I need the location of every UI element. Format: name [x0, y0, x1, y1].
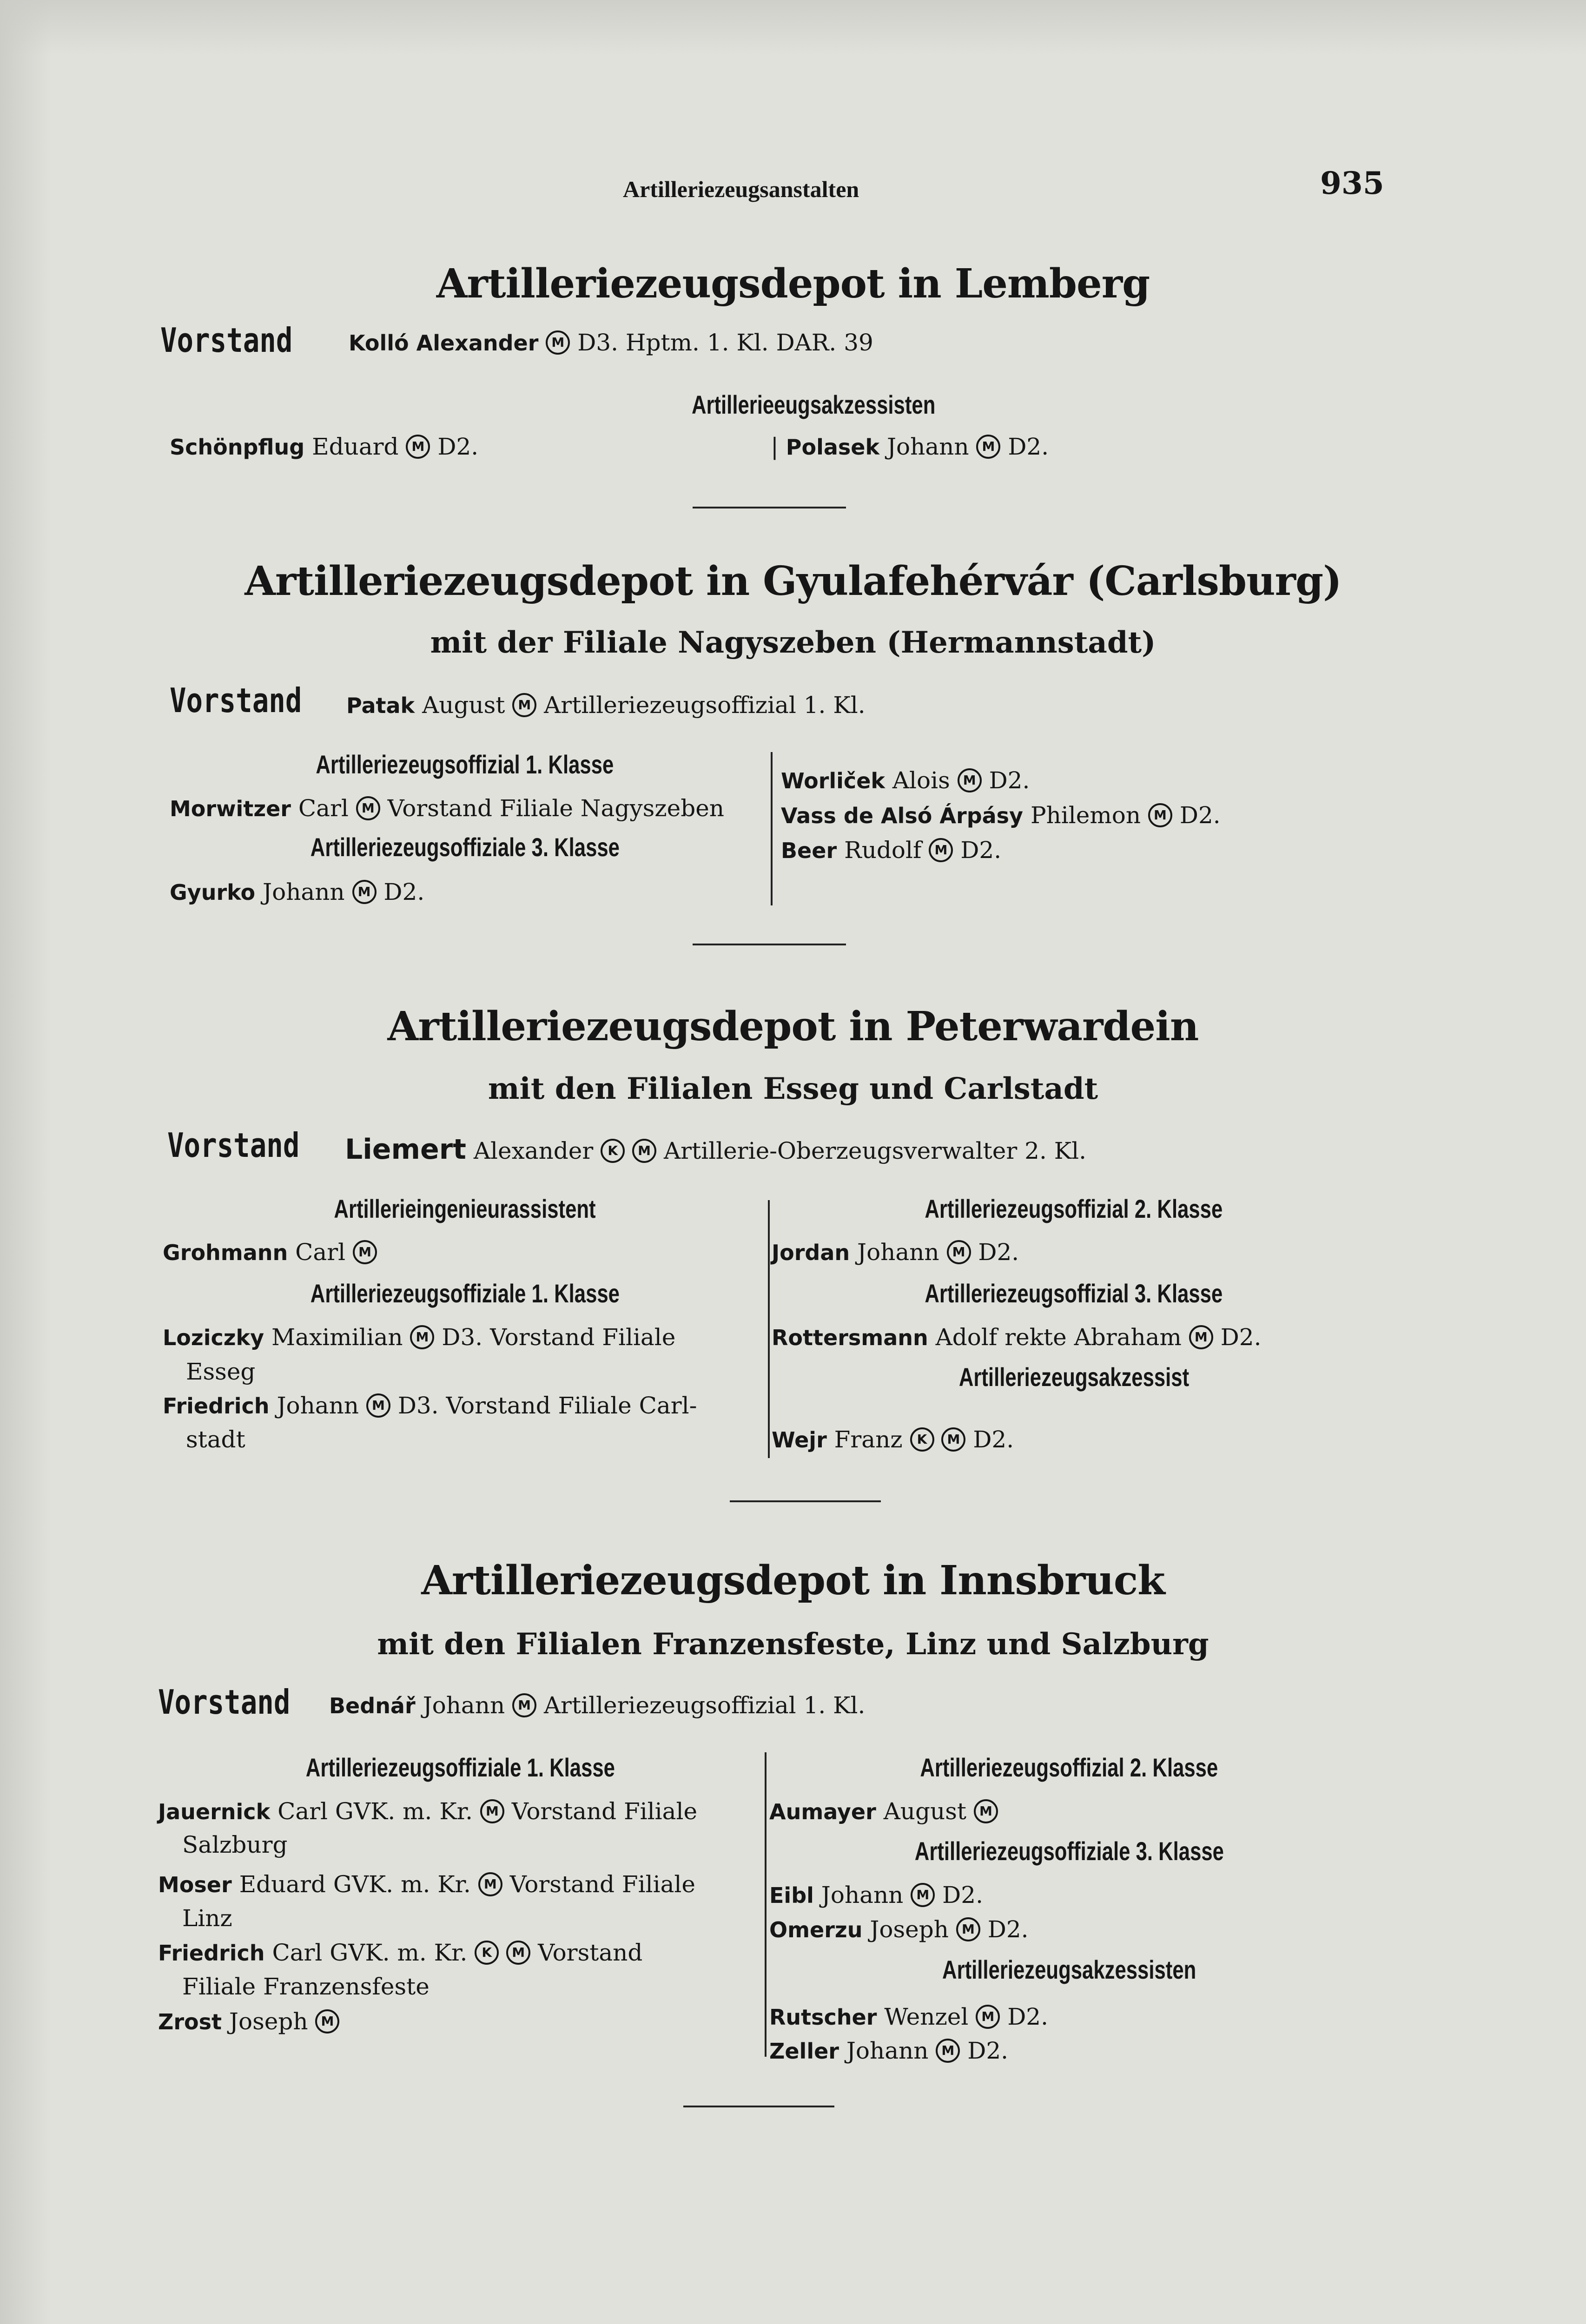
vorstand-label: Vorstand	[158, 1683, 291, 1722]
person-firstname: Franz	[834, 1426, 903, 1453]
grade: D2.	[437, 433, 479, 460]
person-name: Gyurko	[170, 880, 256, 905]
person-firstname: Adolf rekte Abraham	[935, 1324, 1182, 1351]
person-firstname: Rudolf	[844, 837, 922, 864]
grade: D2.	[383, 878, 425, 905]
grade: D2.	[960, 837, 1002, 864]
role: Artilleriezeugsoffizial 1. Kl.	[544, 692, 866, 719]
subhead-akzessisten: Artillerieeugsakzessisten	[691, 390, 936, 419]
person-firstname: Johann	[821, 1882, 904, 1908]
person-name: Polasek	[786, 435, 880, 460]
person-name: Rottersmann	[772, 1325, 928, 1350]
person-name: Friedrich	[163, 1393, 270, 1419]
grade: D2.	[1007, 2003, 1048, 2030]
m-mark-icon: M	[352, 880, 377, 904]
subhead: Artilleriezeugsoffiziale 3. Klasse	[310, 832, 620, 862]
person-firstname: Carl	[295, 1239, 346, 1266]
entry-wejr	[772, 1426, 1014, 1453]
person-firstname: Philemon	[1030, 802, 1141, 829]
person-firstname: Johann	[846, 2037, 929, 2064]
vorstand-details: D3. Hptm. 1. Kl. DAR. 39	[577, 329, 873, 356]
m-mark-icon: M	[512, 693, 536, 717]
entry-aumayer	[769, 1798, 998, 1825]
m-mark-icon: M	[478, 1872, 502, 1896]
entry-omerzu	[769, 1916, 1029, 1943]
subhead: Artilleriezeugsoffizial 2. Klasse	[925, 1194, 1223, 1223]
section-subtitle: mit der Filiale Nagyszeben (Hermannstadt)	[430, 625, 1156, 660]
person-firstname: Johann	[263, 878, 345, 905]
column-divider	[771, 752, 773, 905]
entry-moser	[158, 1871, 695, 1898]
subhead: Artilleriezeugsoffizial 1. Klasse	[316, 750, 614, 779]
entry-gyurko	[170, 878, 424, 906]
entry-jordan	[772, 1239, 1019, 1266]
grade: D2.	[942, 1882, 983, 1908]
grade: D2.	[987, 1916, 1029, 1943]
subhead: Artilleriezeugsoffizial 2. Klasse	[920, 1753, 1218, 1782]
vorstand-entry-lemberg	[349, 329, 873, 357]
person-firstname: August	[883, 1798, 966, 1825]
person-name: Omerzu	[769, 1917, 863, 1942]
person-name: Morwitzer	[170, 796, 291, 821]
entry-schoenpflug	[170, 433, 478, 461]
person-name: Friedrich	[158, 1941, 265, 1966]
person-firstname: August	[422, 692, 505, 719]
grade: D2.	[1008, 433, 1049, 460]
person-firstname: Alois	[892, 767, 950, 794]
section-divider	[730, 1500, 881, 1502]
section-title-peterwardein: Artilleriezeugsdepot in Peterwardein	[387, 1003, 1199, 1050]
m-mark-icon: M	[936, 2039, 960, 2063]
entry-friedrich-johann	[163, 1392, 697, 1419]
person-name: Schönpflug	[170, 435, 305, 460]
m-mark-icon: M	[911, 1883, 935, 1907]
m-mark-icon: M	[1189, 1325, 1213, 1349]
entry-morwitzer	[170, 795, 724, 822]
entry-zeller	[769, 2037, 1008, 2065]
person-name: Vass de Alsó Árpásy	[781, 803, 1024, 828]
person-firstname: Alexander	[473, 1137, 594, 1164]
m-mark-icon: M	[366, 1393, 390, 1418]
person-firstname: Johann	[857, 1239, 939, 1266]
person-firstname: Carl	[298, 795, 349, 822]
m-mark-icon: M	[1148, 803, 1172, 827]
person-firstname: Eduard	[312, 433, 399, 460]
subhead: Artillerieingenieurassistent	[334, 1194, 596, 1223]
entry-worlicek	[781, 767, 1030, 794]
grade: D2.	[978, 1239, 1019, 1266]
entry-loziczky-cont: Esseg	[186, 1358, 256, 1385]
scan-shadow-top	[0, 0, 1586, 56]
m-mark-icon: M	[947, 1240, 971, 1264]
k-mark-icon: K	[475, 1941, 499, 1965]
section-title-gyulafehervar: Artilleriezeugsdepot in Gyulafehérvár (Carlsburg)	[245, 558, 1341, 605]
person-name: Worliček	[781, 768, 885, 793]
section-subtitle: mit den Filialen Esseg und Carlstadt	[488, 1071, 1098, 1106]
subhead: Artilleriezeugsoffiziale 1. Klasse	[305, 1753, 615, 1782]
person-firstname: Johann	[423, 1692, 505, 1719]
entry-jauernick-cont: Salzburg	[182, 1831, 288, 1858]
subhead: Artilleriezeugsoffiziale 1. Klasse	[310, 1279, 620, 1308]
person-name: Patak	[346, 693, 415, 718]
person-firstname: Carl GVK. m. Kr.	[272, 1939, 468, 1966]
entry-friedrich-johann-cont: stadt	[186, 1426, 245, 1453]
grade: D2.	[989, 767, 1030, 794]
role: Vorstand Filiale Nagyszeben	[387, 795, 725, 822]
section-subtitle: mit den Filialen Franzensfeste, Linz und Salzburg	[377, 1627, 1209, 1662]
m-mark-icon: M	[976, 435, 1000, 459]
entry-friedrich-carl	[158, 1939, 642, 1967]
m-mark-icon: M	[632, 1139, 656, 1163]
subhead: Artilleriezeugsoffizial 3. Klasse	[925, 1279, 1223, 1308]
person-firstname: Wenzel	[884, 2003, 969, 2030]
m-mark-icon: M	[929, 838, 953, 862]
person-name: Wejr	[772, 1427, 827, 1452]
vorstand-entry-peterwardein	[345, 1133, 1086, 1166]
person-name: Kolló Alexander	[349, 330, 539, 356]
m-mark-icon: M	[315, 2009, 339, 2034]
entry-zrost	[158, 2008, 339, 2035]
person-name: Zeller	[769, 2039, 839, 2064]
person-name: Bednář	[329, 1693, 416, 1718]
person-name: Loziczky	[163, 1325, 264, 1350]
role: Artillerie-Oberzeugsverwalter 2. Kl.	[664, 1137, 1086, 1164]
entry-friedrich-carl-cont: Filiale Franzensfeste	[182, 1973, 430, 2000]
section-divider	[693, 944, 846, 945]
person-firstname: Johann	[277, 1392, 359, 1419]
m-mark-icon: M	[941, 1427, 965, 1452]
entry-vass	[781, 802, 1221, 829]
person-firstname: Eduard GVK. m. Kr.	[239, 1871, 471, 1898]
k-mark-icon: K	[910, 1427, 934, 1452]
person-name: Jauernick	[158, 1799, 271, 1824]
grade: D2.	[973, 1426, 1014, 1453]
person-name: Liemert	[345, 1133, 466, 1166]
role: Vorstand	[538, 1939, 643, 1966]
entry-rutscher	[769, 2003, 1048, 2031]
person-name: Aumayer	[769, 1799, 876, 1824]
grade: D2.	[1220, 1324, 1262, 1351]
entry-grohmann	[163, 1239, 377, 1266]
column-divider	[765, 1752, 767, 2057]
entry-rottersmann	[772, 1324, 1261, 1351]
m-mark-icon: M	[506, 1941, 530, 1965]
entry-moser-cont: Linz	[182, 1905, 232, 1932]
m-mark-icon: M	[976, 2005, 1000, 2029]
m-mark-icon: M	[956, 1917, 980, 1941]
entry-polasek	[771, 433, 1049, 461]
vorstand-entry-gyulafehervar	[346, 692, 866, 719]
column-divider	[768, 1200, 770, 1458]
m-mark-icon: M	[546, 330, 570, 355]
subhead: Artilleriezeugsakzessist	[958, 1362, 1189, 1392]
subhead: Artilleriezeugsoffiziale 3. Klasse	[914, 1836, 1224, 1866]
page-number: 935	[1320, 165, 1384, 201]
person-name: Moser	[158, 1872, 232, 1897]
person-name: Beer	[781, 838, 837, 863]
m-mark-icon: M	[406, 435, 430, 459]
role: Vorstand Filiale	[511, 1798, 698, 1825]
k-mark-icon: K	[601, 1139, 625, 1163]
section-title-innsbruck: Artilleriezeugsdepot in Innsbruck	[421, 1557, 1165, 1604]
person-firstname: Joseph	[870, 1916, 949, 1943]
m-mark-icon: M	[480, 1799, 504, 1823]
grade: D2.	[967, 2037, 1009, 2064]
section-divider	[693, 507, 846, 508]
vorstand-label: Vorstand	[167, 1126, 300, 1165]
person-firstname: Johann	[886, 433, 969, 460]
person-name: Eibl	[769, 1883, 814, 1908]
person-name: Zrost	[158, 2009, 222, 2034]
section-divider	[683, 2106, 834, 2107]
m-mark-icon: M	[512, 1693, 536, 1717]
m-mark-icon: M	[356, 796, 380, 820]
person-name: Grohmann	[163, 1240, 288, 1265]
person-firstname: Joseph	[229, 2008, 308, 2035]
running-header: Artilleriezeugsanstalten	[623, 176, 859, 202]
entry-eibl	[769, 1882, 983, 1909]
person-name: Rutscher	[769, 2005, 877, 2030]
vorstand-label: Vorstand	[170, 681, 302, 720]
entry-jauernick	[158, 1798, 697, 1825]
section-title-lemberg: Artilleriezeugsdepot in Lemberg	[436, 260, 1150, 307]
m-mark-icon: M	[974, 1799, 998, 1823]
scan-shadow-left	[0, 0, 51, 2324]
entry-beer	[781, 837, 1001, 864]
pipe-divider: |	[771, 433, 779, 460]
entry-loziczky	[163, 1324, 675, 1351]
role: Vorstand Filiale	[509, 1871, 695, 1898]
person-firstname: Carl GVK. m. Kr.	[278, 1798, 473, 1825]
role: D3. Vorstand Filiale	[442, 1324, 676, 1351]
grade: D2.	[1179, 802, 1221, 829]
m-mark-icon: M	[958, 768, 982, 792]
role: D3. Vorstand Filiale Carl-	[397, 1392, 697, 1419]
role: Artilleriezeugsoffizial 1. Kl.	[543, 1692, 866, 1719]
m-mark-icon: M	[353, 1240, 377, 1264]
vorstand-label: Vorstand	[160, 321, 293, 360]
subhead: Artilleriezeugsakzessisten	[942, 1955, 1196, 1984]
vorstand-entry-innsbruck	[329, 1692, 865, 1719]
person-name: Jordan	[772, 1240, 850, 1265]
m-mark-icon: M	[410, 1325, 434, 1349]
person-firstname: Maximilian	[271, 1324, 403, 1351]
